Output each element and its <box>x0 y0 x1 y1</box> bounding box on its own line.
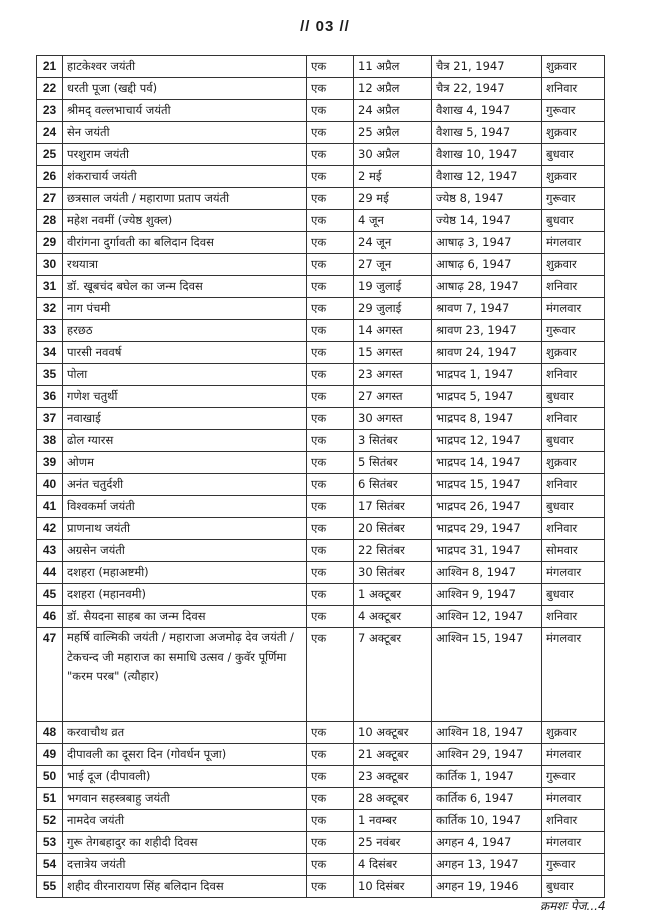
date-cell: 14 अगस्त <box>354 320 432 342</box>
saka-date: वैशाख 5, 1947 <box>432 122 542 144</box>
day-count: एक <box>307 78 354 100</box>
serial-number: 22 <box>37 78 63 100</box>
day-count: एक <box>307 188 354 210</box>
table-row <box>37 832 605 854</box>
holiday-name: डॉ. खूबचंद बघेल का जन्म दिवस <box>63 276 307 298</box>
holiday-name: धरती पूजा (खद्दी पर्व) <box>63 78 307 100</box>
serial-number: 23 <box>37 100 63 122</box>
weekday-cell: शनिवार <box>542 518 605 540</box>
date-cell: 29 जुलाई <box>354 298 432 320</box>
table-row <box>37 766 605 788</box>
table-row <box>37 810 605 832</box>
saka-date: आश्विन 9, 1947 <box>432 584 542 606</box>
holiday-name: दशहरा (महाअष्टमी) <box>63 562 307 584</box>
saka-date: आषाढ़ 28, 1947 <box>432 276 542 298</box>
saka-date: भाद्रपद 5, 1947 <box>432 386 542 408</box>
saka-date: अगहन 13, 1947 <box>432 854 542 876</box>
table-row <box>37 144 605 166</box>
serial-number: 21 <box>37 56 63 78</box>
date-cell: 27 अगस्त <box>354 386 432 408</box>
table-row <box>37 562 605 584</box>
table-row <box>37 452 605 474</box>
day-count: एक <box>307 254 354 276</box>
serial-number: 36 <box>37 386 63 408</box>
holiday-name: गणेश चतुर्थी <box>63 386 307 408</box>
table-row <box>37 100 605 122</box>
date-cell: 2 मई <box>354 166 432 188</box>
saka-date: वैशाख 4, 1947 <box>432 100 542 122</box>
holiday-name: भगवान सहस्त्रबाहु जयंती <box>63 788 307 810</box>
serial-number: 35 <box>37 364 63 386</box>
weekday-cell: बुधवार <box>542 144 605 166</box>
holiday-name: अनंत चतुर्दशी <box>63 474 307 496</box>
table-row <box>37 364 605 386</box>
saka-date: अगहन 19, 1946 <box>432 876 542 898</box>
table-row <box>37 540 605 562</box>
weekday-cell: बुधवार <box>542 584 605 606</box>
serial-number: 53 <box>37 832 63 854</box>
day-count: एक <box>307 56 354 78</box>
date-cell: 25 नवंबर <box>354 832 432 854</box>
serial-number: 51 <box>37 788 63 810</box>
weekday-cell: शुक्रवार <box>542 56 605 78</box>
saka-date: वैशाख 12, 1947 <box>432 166 542 188</box>
holiday-name: ढोल ग्यारस <box>63 430 307 452</box>
day-count: एक <box>307 628 354 722</box>
serial-number: 32 <box>37 298 63 320</box>
holiday-name: दीपावली का दूसरा दिन (गोवर्धन पूजा) <box>63 744 307 766</box>
holiday-name: सेन जयंती <box>63 122 307 144</box>
date-cell: 21 अक्टूबर <box>354 744 432 766</box>
saka-date: भाद्रपद 26, 1947 <box>432 496 542 518</box>
saka-date: भाद्रपद 31, 1947 <box>432 540 542 562</box>
date-cell: 23 अगस्त <box>354 364 432 386</box>
holiday-name: पोला <box>63 364 307 386</box>
weekday-cell: शुक्रवार <box>542 254 605 276</box>
saka-date: आश्विन 18, 1947 <box>432 722 542 744</box>
date-cell: 24 अप्रैल <box>354 100 432 122</box>
weekday-cell: गुरूवार <box>542 188 605 210</box>
serial-number: 30 <box>37 254 63 276</box>
day-count: एक <box>307 540 354 562</box>
date-cell: 28 अक्टूबर <box>354 788 432 810</box>
date-cell: 11 अप्रैल <box>354 56 432 78</box>
saka-date: भाद्रपद 29, 1947 <box>432 518 542 540</box>
date-cell: 25 अप्रैल <box>354 122 432 144</box>
holiday-name: महर्षि वाल्मिकी जयंती / महाराजा अजमोढ़ देव जयंती / टेकचन्द जी महाराज का समाधि उत्सव / कुवॅर पूर्णिमा "करम परब" (त्यौहार) <box>63 628 307 722</box>
holiday-name: शहीद वीरनारायण सिंह बलिदान दिवस <box>63 876 307 898</box>
weekday-cell: गुरूवार <box>542 854 605 876</box>
weekday-cell: गुरूवार <box>542 100 605 122</box>
table-row <box>37 606 605 628</box>
saka-date: श्रावण 23, 1947 <box>432 320 542 342</box>
weekday-cell: शनिवार <box>542 606 605 628</box>
weekday-cell: गुरूवार <box>542 766 605 788</box>
day-count: एक <box>307 276 354 298</box>
saka-date: भाद्रपद 15, 1947 <box>432 474 542 496</box>
weekday-cell: बुधवार <box>542 210 605 232</box>
holiday-name: अग्रसेन जयंती <box>63 540 307 562</box>
serial-number: 49 <box>37 744 63 766</box>
weekday-cell: शनिवार <box>542 408 605 430</box>
date-cell: 4 अक्टूबर <box>354 606 432 628</box>
table-row <box>37 744 605 766</box>
date-cell: 23 अक्टूबर <box>354 766 432 788</box>
serial-number: 44 <box>37 562 63 584</box>
weekday-cell: मंगलवार <box>542 232 605 254</box>
saka-date: श्रावण 24, 1947 <box>432 342 542 364</box>
date-cell: 30 सितंबर <box>354 562 432 584</box>
saka-date: आश्विन 12, 1947 <box>432 606 542 628</box>
saka-date: चैत्र 21, 1947 <box>432 56 542 78</box>
serial-number: 52 <box>37 810 63 832</box>
table-row <box>37 854 605 876</box>
weekday-cell: बुधवार <box>542 496 605 518</box>
table-row <box>37 496 605 518</box>
saka-date: अगहन 4, 1947 <box>432 832 542 854</box>
saka-date: आश्विन 15, 1947 <box>432 628 542 722</box>
holiday-name: हरछठ <box>63 320 307 342</box>
holiday-table <box>36 55 605 898</box>
day-count: एक <box>307 518 354 540</box>
table-row <box>37 276 605 298</box>
table-row <box>37 628 605 722</box>
date-cell: 20 सितंबर <box>354 518 432 540</box>
saka-date: भाद्रपद 8, 1947 <box>432 408 542 430</box>
holiday-name: करवाचौथ व्रत <box>63 722 307 744</box>
table-row <box>37 210 605 232</box>
serial-number: 27 <box>37 188 63 210</box>
table-row <box>37 430 605 452</box>
date-cell: 7 अक्टूबर <box>354 628 432 722</box>
date-cell: 30 अप्रैल <box>354 144 432 166</box>
saka-date: आश्विन 8, 1947 <box>432 562 542 584</box>
weekday-cell: शनिवार <box>542 78 605 100</box>
weekday-cell: मंगलवार <box>542 832 605 854</box>
table-row <box>37 188 605 210</box>
holiday-name: नवाखाई <box>63 408 307 430</box>
day-count: एक <box>307 788 354 810</box>
table-row <box>37 518 605 540</box>
weekday-cell: मंगलवार <box>542 298 605 320</box>
holiday-name: गुरू तेगबहादुर का शहीदी दिवस <box>63 832 307 854</box>
serial-number: 26 <box>37 166 63 188</box>
saka-date: आषाढ़ 6, 1947 <box>432 254 542 276</box>
date-cell: 4 दिसंबर <box>354 854 432 876</box>
day-count: एक <box>307 342 354 364</box>
saka-date: कार्तिक 10, 1947 <box>432 810 542 832</box>
holiday-name: भाई दूज (दीपावली) <box>63 766 307 788</box>
table-row <box>37 408 605 430</box>
table-row <box>37 78 605 100</box>
holiday-name: हाटकेश्वर जयंती <box>63 56 307 78</box>
serial-number: 42 <box>37 518 63 540</box>
serial-number: 29 <box>37 232 63 254</box>
day-count: एक <box>307 430 354 452</box>
weekday-cell: बुधवार <box>542 876 605 898</box>
day-count: एक <box>307 766 354 788</box>
weekday-cell: शनिवार <box>542 364 605 386</box>
saka-date: वैशाख 10, 1947 <box>432 144 542 166</box>
weekday-cell: शनिवार <box>542 810 605 832</box>
table-row <box>37 166 605 188</box>
day-count: एक <box>307 496 354 518</box>
saka-date: ज्येष्ठ 8, 1947 <box>432 188 542 210</box>
saka-date: भाद्रपद 14, 1947 <box>432 452 542 474</box>
serial-number: 34 <box>37 342 63 364</box>
day-count: एक <box>307 744 354 766</box>
day-count: एक <box>307 562 354 584</box>
serial-number: 46 <box>37 606 63 628</box>
holiday-name: ओणम <box>63 452 307 474</box>
table-row <box>37 298 605 320</box>
date-cell: 30 अगस्त <box>354 408 432 430</box>
date-cell: 22 सितंबर <box>354 540 432 562</box>
table-row <box>37 474 605 496</box>
page-number: // 03 // <box>300 18 350 35</box>
saka-date: आश्विन 29, 1947 <box>432 744 542 766</box>
day-count: एक <box>307 606 354 628</box>
day-count: एक <box>307 452 354 474</box>
saka-date: चैत्र 22, 1947 <box>432 78 542 100</box>
table-row <box>37 56 605 78</box>
table-row <box>37 342 605 364</box>
day-count: एक <box>307 320 354 342</box>
date-cell: 6 सितंबर <box>354 474 432 496</box>
holiday-name: वीरांगना दुर्गावती का बलिदान दिवस <box>63 232 307 254</box>
table-row <box>37 122 605 144</box>
day-count: एक <box>307 298 354 320</box>
weekday-cell: मंगलवार <box>542 562 605 584</box>
date-cell: 10 दिसंबर <box>354 876 432 898</box>
date-cell: 1 अक्टूबर <box>354 584 432 606</box>
serial-number: 24 <box>37 122 63 144</box>
table-row <box>37 254 605 276</box>
day-count: एक <box>307 232 354 254</box>
date-cell: 15 अगस्त <box>354 342 432 364</box>
serial-number: 39 <box>37 452 63 474</box>
weekday-cell: सोमवार <box>542 540 605 562</box>
date-cell: 1 नवम्बर <box>354 810 432 832</box>
table-row <box>37 232 605 254</box>
day-count: एक <box>307 584 354 606</box>
day-count: एक <box>307 100 354 122</box>
holiday-name: छत्रसाल जयंती / महाराणा प्रताप जयंती <box>63 188 307 210</box>
day-count: एक <box>307 210 354 232</box>
serial-number: 41 <box>37 496 63 518</box>
date-cell: 4 जून <box>354 210 432 232</box>
day-count: एक <box>307 166 354 188</box>
holiday-name: श्रीमद् वल्लभाचार्य जयंती <box>63 100 307 122</box>
serial-number: 31 <box>37 276 63 298</box>
serial-number: 45 <box>37 584 63 606</box>
serial-number: 37 <box>37 408 63 430</box>
serial-number: 38 <box>37 430 63 452</box>
weekday-cell: मंगलवार <box>542 744 605 766</box>
date-cell: 24 जून <box>354 232 432 254</box>
day-count: एक <box>307 722 354 744</box>
holiday-name: दशहरा (महानवमी) <box>63 584 307 606</box>
date-cell: 10 अक्टूबर <box>354 722 432 744</box>
table-row <box>37 584 605 606</box>
serial-number: 50 <box>37 766 63 788</box>
serial-number: 55 <box>37 876 63 898</box>
holiday-name: परशुराम जयंती <box>63 144 307 166</box>
date-cell: 17 सितंबर <box>354 496 432 518</box>
date-cell: 27 जून <box>354 254 432 276</box>
weekday-cell: शुक्रवार <box>542 722 605 744</box>
day-count: एक <box>307 876 354 898</box>
serial-number: 54 <box>37 854 63 876</box>
weekday-cell: मंगलवार <box>542 628 605 722</box>
saka-date: ज्येष्ठ 14, 1947 <box>432 210 542 232</box>
day-count: एक <box>307 122 354 144</box>
weekday-cell: शुक्रवार <box>542 342 605 364</box>
serial-number: 43 <box>37 540 63 562</box>
weekday-cell: गुरूवार <box>542 320 605 342</box>
day-count: एक <box>307 474 354 496</box>
weekday-cell: शुक्रवार <box>542 166 605 188</box>
table-row <box>37 386 605 408</box>
holiday-name: नाग पंचमी <box>63 298 307 320</box>
serial-number: 47 <box>37 628 63 722</box>
saka-date: भाद्रपद 12, 1947 <box>432 430 542 452</box>
holiday-name: दत्तात्रेय जयंती <box>63 854 307 876</box>
saka-date: भाद्रपद 1, 1947 <box>432 364 542 386</box>
day-count: एक <box>307 408 354 430</box>
day-count: एक <box>307 854 354 876</box>
holiday-name: विश्वकर्मा जयंती <box>63 496 307 518</box>
day-count: एक <box>307 810 354 832</box>
table-row <box>37 722 605 744</box>
holiday-name: रथयात्रा <box>63 254 307 276</box>
day-count: एक <box>307 364 354 386</box>
holiday-name: शंकराचार्य जयंती <box>63 166 307 188</box>
table-row <box>37 788 605 810</box>
saka-date: कार्तिक 6, 1947 <box>432 788 542 810</box>
weekday-cell: मंगलवार <box>542 788 605 810</box>
holiday-table-body <box>37 56 605 898</box>
serial-number: 25 <box>37 144 63 166</box>
day-count: एक <box>307 386 354 408</box>
weekday-cell: बुधवार <box>542 386 605 408</box>
weekday-cell: शुक्रवार <box>542 122 605 144</box>
continued-note: क्रमशः पेज...4 <box>540 899 606 913</box>
date-cell: 19 जुलाई <box>354 276 432 298</box>
day-count: एक <box>307 144 354 166</box>
date-cell: 29 मई <box>354 188 432 210</box>
holiday-name: डॉ. सैयदना साहब का जन्म दिवस <box>63 606 307 628</box>
saka-date: आषाढ़ 3, 1947 <box>432 232 542 254</box>
serial-number: 33 <box>37 320 63 342</box>
holiday-name: महेश नवमीं (ज्येष्ठ शुक्ल) <box>63 210 307 232</box>
weekday-cell: शुक्रवार <box>542 452 605 474</box>
date-cell: 3 सितंबर <box>354 430 432 452</box>
saka-date: कार्तिक 1, 1947 <box>432 766 542 788</box>
table-row <box>37 876 605 898</box>
holiday-name: प्राणनाथ जयंती <box>63 518 307 540</box>
serial-number: 48 <box>37 722 63 744</box>
holiday-name: पारसी नववर्ष <box>63 342 307 364</box>
date-cell: 12 अप्रैल <box>354 78 432 100</box>
serial-number: 28 <box>37 210 63 232</box>
weekday-cell: बुधवार <box>542 430 605 452</box>
holiday-name: नामदेव जयंती <box>63 810 307 832</box>
saka-date: श्रावण 7, 1947 <box>432 298 542 320</box>
weekday-cell: शनिवार <box>542 474 605 496</box>
date-cell: 5 सितंबर <box>354 452 432 474</box>
table-row <box>37 320 605 342</box>
day-count: एक <box>307 832 354 854</box>
serial-number: 40 <box>37 474 63 496</box>
weekday-cell: शनिवार <box>542 276 605 298</box>
